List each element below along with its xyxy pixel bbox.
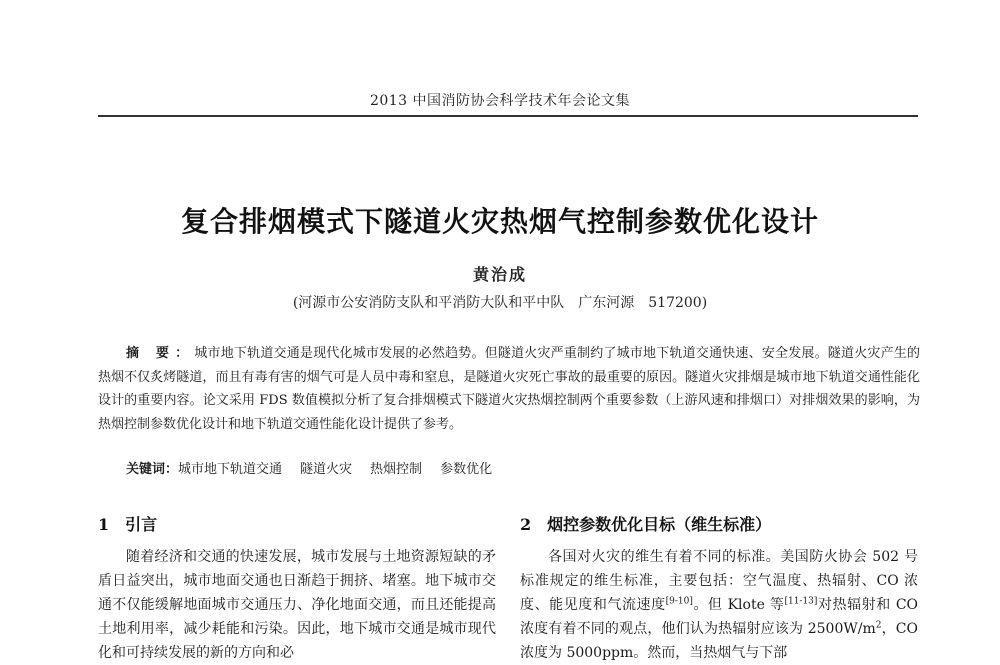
keywords-label: 关键词： [126, 462, 179, 477]
paragraph-text: ，CO 浓度为 5000ppm。然而，当热烟气与下部 [520, 621, 918, 661]
section-heading-smoke-control [520, 512, 771, 535]
abstract [98, 342, 920, 436]
body-paragraph-intro: 随着经济和交通的快速发展，城市发展与土地资源短缺的矛盾日益突出，城市地面交通也日渐趋于拥挤、堵塞。地下城市交通不仅能缓解地面城市交通压力、净化地面交通，而且还能提高土地利用率，减少耗能和污染。因此，地下城市交通是城市现代化和可持续发展的新的方向和必 [98, 549, 496, 661]
paragraph-text: 各国对火灾的维生有着不同的标准。美国防火协会 502 号标准规定的维生标准，主要包括：空气温度、热辐射、CO 浓度、能见度和气流速度 [520, 549, 918, 613]
section-heading-intro [98, 512, 157, 535]
paper-author: 黄治成 [472, 265, 527, 284]
abstract-text: 城市地下轨道交通是现代化城市发展的必然趋势。但隧道火灾严重制约了城市地下轨道交通快速、安全发展。隧道火灾产生的热烟不仅炙烤隧道，而且有毒有害的烟气可是人员中毒和窒息，是隧道火灾死亡事故的最重要的原因。隧道火灾排烟是城市地下轨道交通性能化设计的重要内容。论文采用 FDS 数值模拟分析了复合排烟模式下隧道火灾热烟控制两个重要参数（上游风速和排烟口）对排烟效果的影响，为热烟控制参数优化设计和地下轨道交通性能化设计提供了参考。 [98, 346, 920, 432]
citation: [11-13] [784, 596, 818, 607]
author-affiliation: (河源市公安消防支队和平消防大队和平中队 广东河源 517200) [292, 295, 708, 311]
keyword: 隧道火灾 [300, 462, 353, 477]
keywords [126, 458, 906, 477]
paragraph-text: 。但 Klote 等 [692, 597, 785, 613]
section-number: 1 [98, 515, 110, 534]
body-paragraph-smoke-control [520, 545, 918, 665]
section-title: 烟控参数优化目标（维生标准） [547, 515, 772, 534]
citation: [9-10] [665, 596, 693, 607]
header-rule [98, 115, 918, 117]
section-title: 引言 [125, 515, 158, 534]
section-number: 2 [520, 515, 532, 534]
keyword: 参数优化 [440, 462, 493, 477]
keyword: 热烟控制 [370, 462, 423, 477]
running-head: 2013 中国消防协会科学技术年会论文集 [369, 93, 631, 109]
paper-title: 复合排烟模式下隧道火灾热烟气控制参数优化设计 [180, 205, 819, 238]
abstract-label: 摘 要： [126, 346, 195, 361]
unit-exponent: 2 [875, 620, 882, 631]
keyword: 城市地下轨道交通 [178, 462, 283, 477]
paragraph-text: 对热辐射和 CO 浓度有着不同的观点，他们认为热辐射应该为 2500W/m [520, 597, 919, 637]
